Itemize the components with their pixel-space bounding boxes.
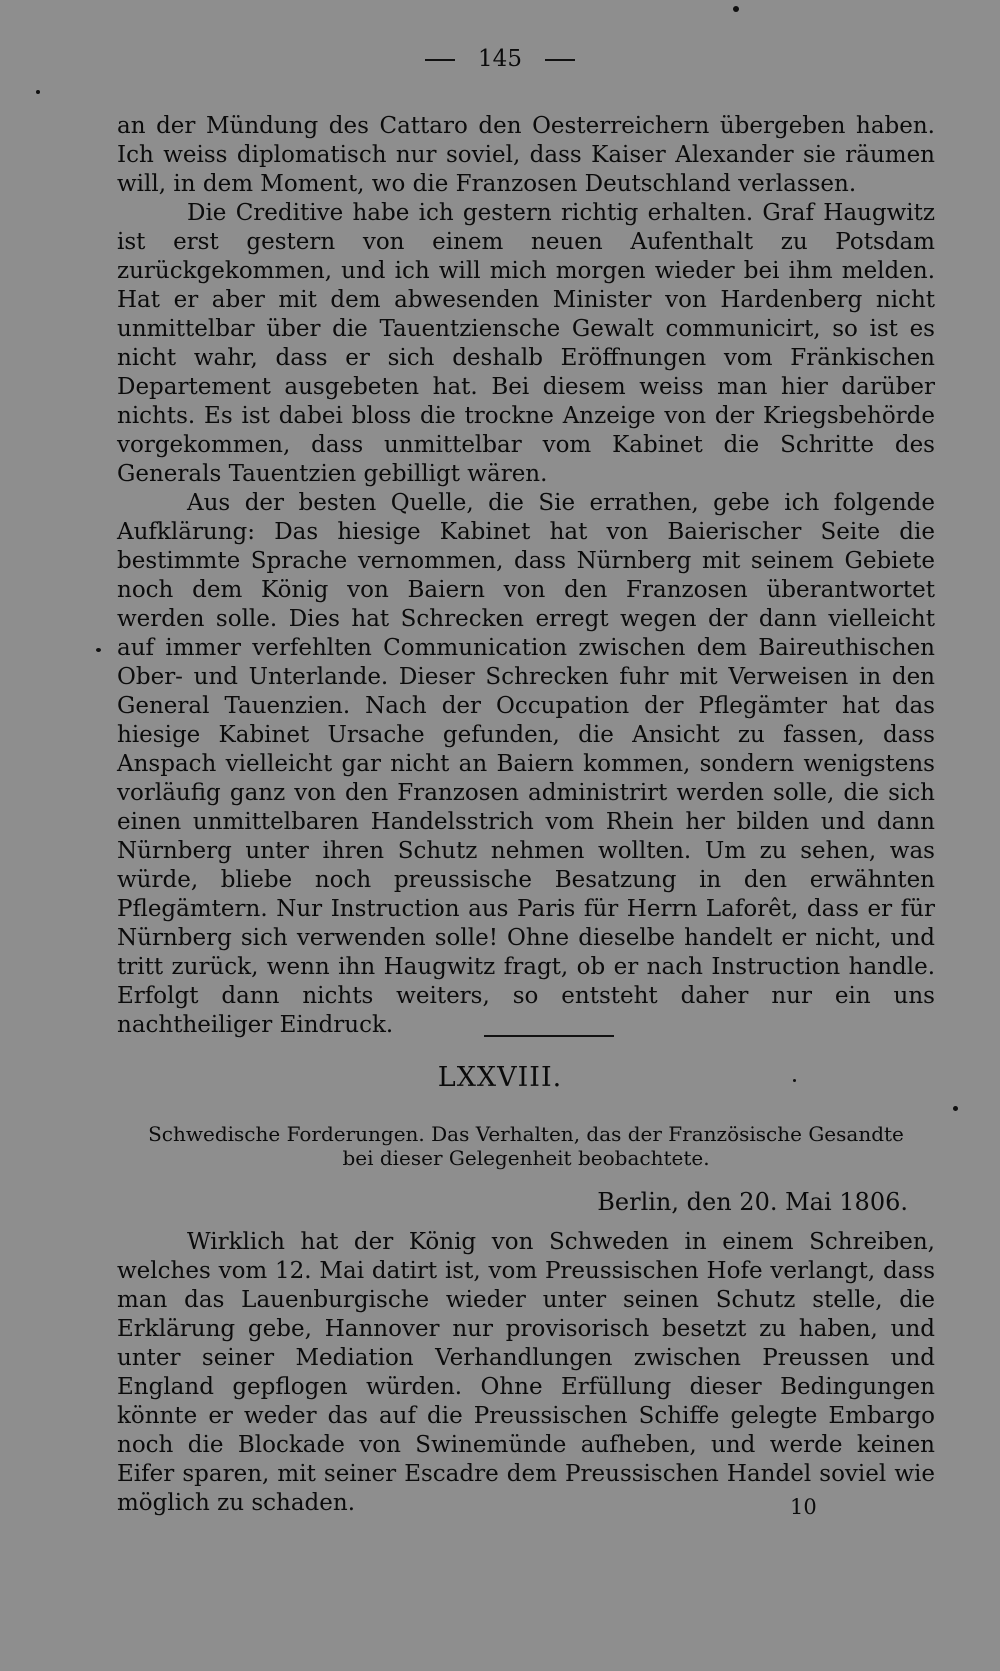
summary-line: bei dieser Gelegenheit beobachtete. bbox=[342, 1146, 710, 1170]
header-dash-left bbox=[425, 59, 455, 61]
scan-speck bbox=[96, 648, 101, 652]
paragraph: Aus der besten Quelle, die Sie errathen, gebe ich folgende Aufklärung: Das hiesige Kabinet hat von Baierischer Seite die bestimmte Sprache vernommen, dass Nürnberg mit seinem Gebiete noch dem König von Baiern von den Franzosen überantwortet werden solle. Dies hat Schrecken erregt wegen der dann vielleicht auf immer verfehlten Communication zwischen dem Baireuthischen Ober- und Unterlande. Dieser Schrecken fuhr mit Verweisen in den General Tauenzien. Nach der Occupation der Pflegämter hat das hiesige Kabinet Ursache gefunden, die Ansicht zu fassen, dass Anspach vielleicht gar nicht an Baiern kommen, sondern wenigstens vorläufig ganz von den Franzosen administrirt werden solle, die sich einen unmittelbaren Handelsstrich vom Rhein her bilden und dann Nürnberg unter ihren Schutz nehmen wollten. Um zu sehen, was würde, bliebe noch preussische Besatzung in den erwähnten Pflegämtern. Nur Instruction aus Paris für Herrn Laforêt, dass er für Nürnberg sich verwenden solle! Ohne dieselbe handelt er nicht, und tritt zurück, wenn ihn Haugwitz fragt, ob er nach Instruction handle. Erfolgt dann nichts weiters, so entsteht daher nur ein uns nachtheiliger Eindruck. bbox=[117, 490, 935, 1038]
letter-body bbox=[117, 1228, 935, 1518]
chapter-heading: LXXVIII. bbox=[437, 1062, 563, 1093]
letter-continuation bbox=[117, 112, 935, 1040]
scan-speck bbox=[793, 1079, 796, 1082]
scan-speck bbox=[36, 90, 40, 94]
header-dash-right bbox=[545, 59, 575, 61]
paragraph: Die Creditive habe ich gestern richtig erhalten. Graf Haugwitz ist erst gestern von einem neuen Aufenthalt zu Potsdam zurückgekommen, und ich will mich morgen wieder bei ihm melden. Hat er aber mit dem abwesenden Minister von Hardenberg nicht unmittelbar über die Tauentziensche Gewalt communicirt, so ist es nicht wahr, dass er sich deshalb Eröffnungen vom Fränkischen Departement ausgebeten hat. Bei diesem weiss man hier darüber nichts. Es ist dabei bloss die trockne Anzeige von der Kriegsbehörde vorgekommen, dass unmittelbar vom Kabinet die Schritte des Generals Tauentzien gebilligt wären. bbox=[117, 200, 935, 487]
page-header bbox=[0, 46, 1000, 72]
section-divider bbox=[484, 1035, 614, 1037]
scan-speck bbox=[953, 1106, 958, 1111]
signature-mark: 10 bbox=[790, 1495, 817, 1519]
scan-speck bbox=[733, 6, 739, 12]
page-number: 145 bbox=[478, 46, 522, 72]
dateline: Berlin, den 20. Mai 1806. bbox=[597, 1188, 908, 1216]
chapter-summary bbox=[117, 1122, 935, 1170]
paragraph: Wirklich hat der König von Schweden in einem Schreiben, welches vom 12. Mai datirt ist, vom Preussischen Hofe verlangt, dass man das Lauenburgische wieder unter seinen Schutz stelle, die Erklärung gebe, Hannover nur provisorisch besetzt zu haben, und unter seiner Mediation Verhandlungen zwischen Preussen und England gepflogen würden. Ohne Erfüllung dieser Bedingungen könnte er weder das auf die Preussischen Schiffe gelegte Embargo noch die Blockade von Swinemünde aufheben, und werde keinen Eifer sparen, mit seiner Escadre dem Preussischen Handel soviel wie möglich zu schaden. bbox=[117, 1229, 935, 1516]
paragraph: an der Mündung des Cattaro den Oesterreichern übergeben haben. Ich weiss diplomatisch nur soviel, dass Kaiser Alexander sie räumen will, in dem Moment, wo die Franzosen Deutschland verlassen. bbox=[117, 113, 935, 197]
summary-line: Schwedische Forderungen. Das Verhalten, das der Französische Gesandte bbox=[148, 1122, 904, 1146]
